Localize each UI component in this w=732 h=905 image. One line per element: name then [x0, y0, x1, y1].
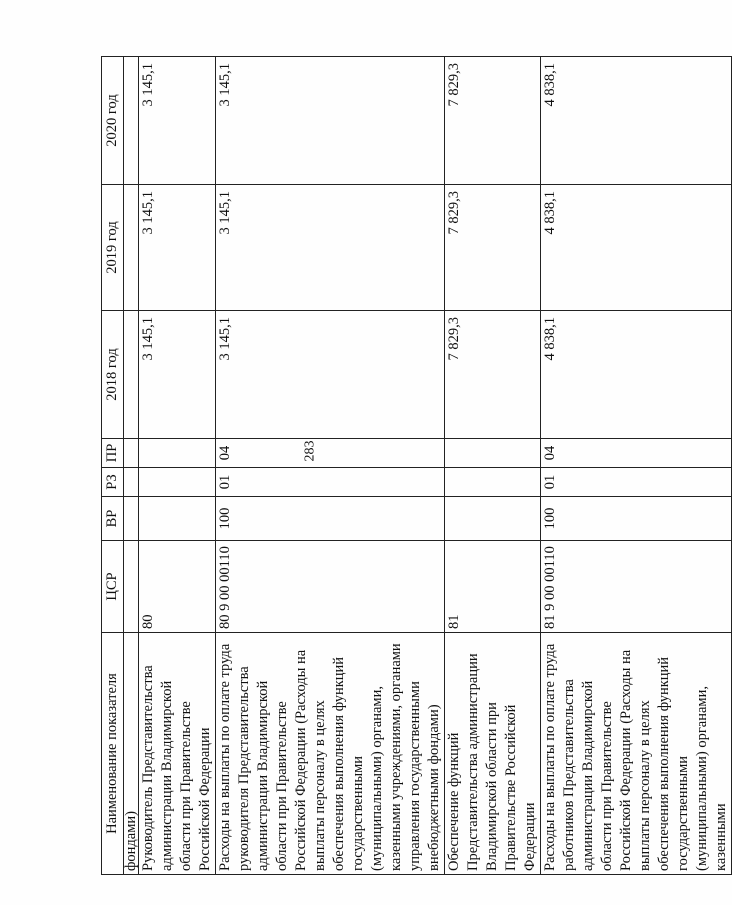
- row-name: Руководитель Представительства администрации Владимирской области при Правительстве Российской Федерации: [139, 633, 216, 875]
- row-pr: [139, 439, 216, 468]
- budget-table: [101, 56, 732, 875]
- row-pr: 04: [216, 439, 445, 468]
- header-vr: ВР: [102, 497, 124, 541]
- header-pr: ПР: [102, 439, 124, 468]
- row-2020: 3 145,1: [139, 57, 216, 185]
- row-pr: 04: [541, 439, 732, 468]
- page-number: 283: [302, 440, 318, 462]
- row-2019: 3 145,1: [139, 185, 216, 311]
- row-rz: [445, 468, 541, 497]
- header-rz: РЗ: [102, 468, 124, 497]
- row-csr: 80 9 00 00110: [216, 541, 445, 633]
- row-rz: 01: [216, 468, 445, 497]
- rotated-table-container: [101, 57, 729, 875]
- row-2020: 7 829,3: [445, 57, 541, 185]
- row-vr: [445, 497, 541, 541]
- row-vr: [139, 497, 216, 541]
- row-vr: 100: [541, 497, 732, 541]
- row-2018: 3 145,1: [139, 311, 216, 439]
- header-row: [102, 57, 124, 875]
- carry-over-text: фондами): [124, 633, 139, 875]
- table-row: [541, 57, 732, 875]
- row-csr: 81: [445, 541, 541, 633]
- row-2019: 7 829,3: [445, 185, 541, 311]
- header-csr: ЦСР: [102, 541, 124, 633]
- table-row: [216, 57, 445, 875]
- table-row: [445, 57, 541, 875]
- header-2018: 2018 год: [102, 311, 124, 439]
- row-2018: 3 145,1: [216, 311, 445, 439]
- row-pr: [445, 439, 541, 468]
- row-csr: 80: [139, 541, 216, 633]
- row-2020: 3 145,1: [216, 57, 445, 185]
- row-2020: 4 838,1: [541, 57, 732, 185]
- row-vr: 100: [216, 497, 445, 541]
- row-2018: 4 838,1: [541, 311, 732, 439]
- row-rz: [139, 468, 216, 497]
- row-2019: 4 838,1: [541, 185, 732, 311]
- row-2018: 7 829,3: [445, 311, 541, 439]
- row-csr: 81 9 00 00110: [541, 541, 732, 633]
- row-name: Обеспечение функций Представительства администрации Владимирской области при Правительстве Российской Федерации: [445, 633, 541, 875]
- row-name: Расходы на выплаты по оплате труда работников Представительства администрации Владимирской области при Правительстве Российской Федерации (Расходы на выплаты персоналу в целях обеспечения выполнения функций государственными (муниципальными) органами, казенными: [541, 633, 732, 875]
- header-2019: 2019 год: [102, 185, 124, 311]
- header-2020: 2020 год: [102, 57, 124, 185]
- header-name: Наименование показателя: [102, 633, 124, 875]
- carry-over-row: [124, 57, 139, 875]
- table-row: [139, 57, 216, 875]
- row-rz: 01: [541, 468, 732, 497]
- row-2019: 3 145,1: [216, 185, 445, 311]
- row-name: Расходы на выплаты по оплате труда руководителя Представительства администрации Владимирской области при Правительстве Российской Федерации (Расходы на выплаты персоналу в целях обеспечения выполнения функций государственными (муниципальными) органами, казенными учреждениями, органами управления государственными внебюджетными фондами): [216, 633, 445, 875]
